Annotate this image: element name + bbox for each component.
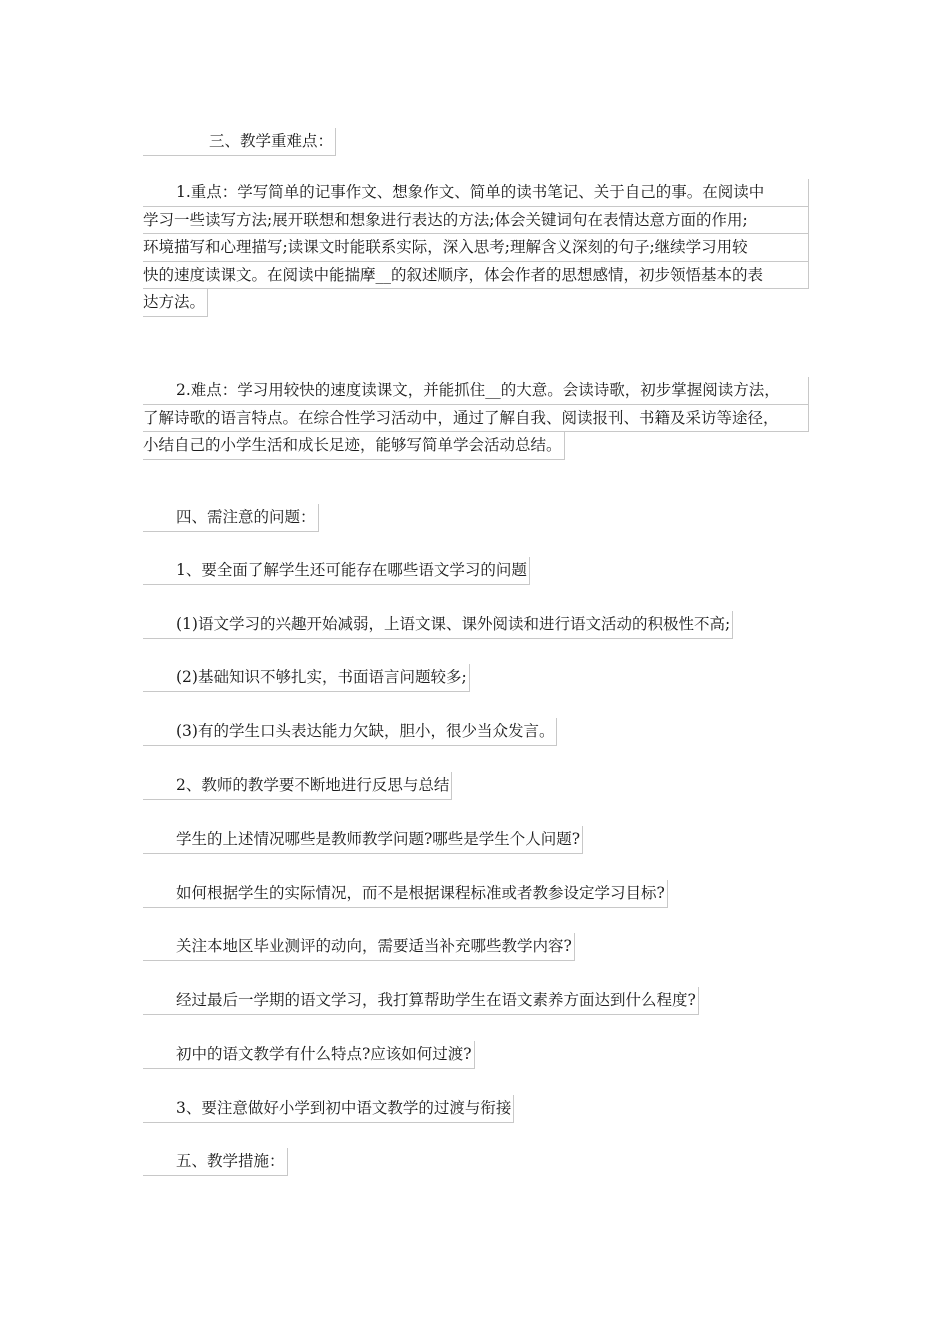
section-4-item-2-question-3 [143, 933, 575, 961]
section-4-item-1a [143, 611, 733, 639]
item-2-question-4-text: 经过最后一学期的语文学习，我打算帮助学生在语文素养方面达到什么程度? [143, 987, 699, 1015]
difficult-points-line-2: 了解诗歌的语言特点。在综合性学习活动中，通过了解自我、阅读报刊、书籍及采访等途径， [143, 405, 809, 433]
section-4-heading [143, 504, 319, 532]
item-2-question-2-text: 如何根据学生的实际情况，而不是根据课程标准或者教参设定学习目标? [143, 880, 668, 908]
item-1-text: 1、要全面了解学生还可能存在哪些语文学习的问题 [143, 557, 530, 585]
difficult-points-line-1: 2.难点：学习用较快的速度读课文，并能抓住__的大意。会读诗歌，初步掌握阅读方法， [143, 377, 809, 405]
section-4-item-2 [143, 772, 452, 800]
section-4-item-2-question-1 [143, 826, 583, 854]
section-5-heading-text: 五、教学措施： [143, 1148, 288, 1176]
item-1a-text: (1)语文学习的兴趣开始减弱，上语文课、课外阅读和进行语文活动的积极性不高; [143, 611, 733, 639]
item-3-text: 3、要注意做好小学到初中语文教学的过渡与衔接 [143, 1095, 514, 1123]
section-4-item-1 [143, 557, 530, 585]
section-4-item-1c [143, 718, 557, 746]
key-points-line-3: 环境描写和心理描写;读课文时能联系实际，深入思考;理解含义深刻的句子;继续学习用较 [143, 234, 809, 262]
section-3-key-points [143, 179, 807, 317]
section-5-heading [143, 1148, 288, 1176]
key-points-line-5: 达方法。 [143, 289, 208, 317]
section-4-heading-text: 四、需注意的问题： [143, 504, 319, 532]
section-3-heading-text: 三、教学重难点： [143, 128, 336, 156]
item-2-question-5-text: 初中的语文教学有什么特点?应该如何过渡? [143, 1041, 475, 1069]
key-points-line-1: 1.重点：学写简单的记事作文、想象作文、简单的读书笔记、关于自己的事。在阅读中 [143, 179, 809, 207]
difficult-points-line-3: 小结自己的小学生活和成长足迹，能够写简单学会活动总结。 [143, 432, 565, 460]
key-points-line-4: 快的速度读课文。在阅读中能揣摩__的叙述顺序，体会作者的思想感情，初步领悟基本的表 [143, 262, 809, 290]
item-1b-text: (2)基础知识不够扎实，书面语言问题较多; [143, 664, 470, 692]
item-1c-text: (3)有的学生口头表达能力欠缺，胆小，很少当众发言。 [143, 718, 557, 746]
section-4-item-1b [143, 664, 470, 692]
section-3-difficult-points [143, 377, 807, 460]
section-4-item-3 [143, 1095, 514, 1123]
section-4-item-2-question-4 [143, 987, 699, 1015]
section-4-item-2-question-5 [143, 1041, 475, 1069]
item-2-text: 2、教师的教学要不断地进行反思与总结 [143, 772, 452, 800]
section-4-item-2-question-2 [143, 880, 668, 908]
section-3-heading [143, 128, 336, 156]
item-2-question-3-text: 关注本地区毕业测评的动向，需要适当补充哪些教学内容? [143, 933, 575, 961]
item-2-question-1-text: 学生的上述情况哪些是教师教学问题?哪些是学生个人问题? [143, 826, 583, 854]
key-points-line-2: 学习一些读写方法;展开联想和想象进行表达的方法;体会关键词句在表情达意方面的作用; [143, 207, 809, 235]
